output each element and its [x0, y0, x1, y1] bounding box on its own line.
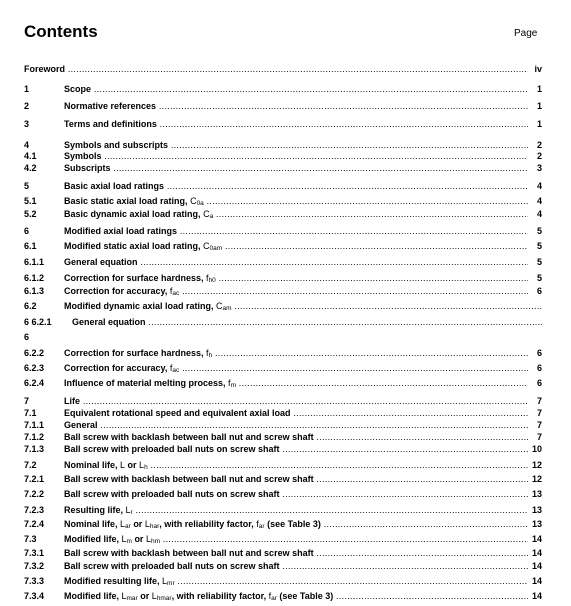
toc-entry[interactable] — [24, 590, 542, 602]
toc-entry-label: Correction for accuracy, fac ..... — [64, 362, 528, 377]
toc-entry-label: Correction for surface hardness, fh0 ..... — [64, 272, 528, 287]
toc-entry-number: 4 — [24, 140, 30, 150]
toc-entry-number: 6.1.3 — [24, 286, 45, 296]
toc-entry-page: 6 — [528, 347, 542, 359]
toc-entry[interactable] — [24, 225, 542, 237]
toc-entry-label: Nominal life, Lar or Lhar, with reliability factor, far (see Table 3) ..... — [64, 518, 528, 533]
toc-entry[interactable] — [24, 83, 542, 95]
toc-entry[interactable] — [24, 419, 542, 431]
toc-entry-label: Equivalent rotational speed and equivalent axial load ..... — [64, 407, 528, 419]
toc-entry[interactable] — [24, 362, 542, 374]
toc-entry-number: 6 6.2.1 — [24, 317, 52, 327]
toc-entry-page: 6 — [528, 377, 542, 389]
toc-entry-label: General equation ..... — [72, 316, 542, 328]
toc-entry-label: Basic axial load ratings ..... — [64, 180, 528, 192]
toc-entry-number: 6 — [24, 226, 30, 236]
toc-entry-label: Modified dynamic axial load rating, Cam ..... — [64, 300, 542, 315]
toc-entry-number: 7.2.1 — [24, 474, 45, 484]
toc-entry-number: 7.1.2 — [24, 432, 45, 442]
page-title: Contents — [24, 22, 98, 41]
toc-entry-page: 6 — [528, 362, 542, 374]
toc-entry[interactable] — [24, 560, 542, 572]
toc-entry-number: 5.2 — [24, 209, 37, 219]
toc-entry[interactable] — [24, 504, 542, 516]
toc-entry-page: 14 — [528, 575, 542, 587]
toc-entry-number: 6.2 — [24, 301, 37, 311]
toc-entry-number: 4.1 — [24, 151, 37, 161]
toc-entry[interactable] — [24, 431, 542, 443]
toc-entry-label: Correction for surface hardness, fh ..... — [64, 347, 528, 362]
toc-entry[interactable] — [24, 443, 542, 455]
toc-entry-label: Modified life, Lm or Lhm ..... — [64, 533, 528, 548]
toc-entry-number: 7.2.3 — [24, 505, 45, 515]
toc-entry-number: 7 — [24, 396, 30, 406]
toc-entry-label: Symbols ..... — [64, 150, 528, 162]
toc-entry-label: Ball screw with preloaded ball nuts on screw shaft ..... — [64, 488, 528, 500]
toc-entry[interactable] — [24, 300, 542, 312]
toc-entry-label: Ball screw with backlash between ball nut and screw shaft ..... — [64, 431, 528, 443]
toc-entry-label: Terms and definitions ..... — [64, 118, 528, 130]
toc-entry-number: 5 — [24, 181, 30, 191]
toc-entry[interactable] — [24, 195, 542, 207]
toc-entry-page: 14 — [528, 560, 542, 572]
toc-entry-page: iv — [528, 63, 542, 75]
toc-entry-number: 7.3.1 — [24, 548, 45, 558]
toc-entry-label: Basic static axial load rating, C0a ..... — [64, 195, 528, 210]
toc-entry-page: 12 — [528, 459, 542, 471]
toc-entry[interactable] — [24, 395, 542, 407]
toc-entry-label: Basic dynamic axial load rating, Ca ..... — [64, 208, 528, 223]
toc-entry-page: 5 — [528, 240, 542, 252]
toc-entry-label: Foreword ..... — [24, 63, 528, 75]
toc-entry-number: 6.2.3 — [24, 363, 45, 373]
toc-entry-page: 1 — [528, 100, 542, 112]
toc-entry[interactable] — [24, 100, 542, 112]
toc-entry[interactable] — [24, 488, 542, 500]
toc-entry[interactable] — [24, 459, 542, 471]
toc-entry-label: Influence of material melting process, fm ..... — [64, 377, 528, 392]
toc-entry[interactable] — [24, 377, 542, 389]
toc-entry-page: 13 — [528, 488, 542, 500]
toc-entry-number: 6.1.2 — [24, 273, 45, 283]
toc-entry[interactable] — [24, 208, 542, 220]
toc-entry-label: Normative references ..... — [64, 100, 528, 112]
toc-entry-label: Symbols and subscripts ..... — [64, 139, 528, 151]
toc-entry[interactable] — [24, 180, 542, 192]
toc-entry[interactable] — [24, 316, 542, 328]
toc-entry-number: 7.3.3 — [24, 576, 45, 586]
toc-entry-label: Scope ..... — [64, 83, 528, 95]
toc-entry-number: 2 — [24, 101, 30, 111]
toc-entry-number: 7.2.4 — [24, 519, 45, 529]
page-column-header: Page — [514, 28, 538, 39]
toc-entry-label: Correction for accuracy, fac ..... — [64, 285, 528, 300]
toc-entry-page: 5 — [528, 225, 542, 237]
toc-entry[interactable] — [24, 256, 542, 268]
toc-entry-page: 3 — [528, 162, 542, 174]
toc-entry-number: 6.1 — [24, 241, 37, 251]
toc-entry-page: 4 — [528, 195, 542, 207]
toc-entry-label: Subscripts ..... — [64, 162, 528, 174]
toc-entry-number: 4.2 — [24, 163, 37, 173]
toc-entry[interactable] — [24, 518, 542, 530]
toc-entry[interactable] — [24, 285, 542, 297]
toc-entry-label: General equation ..... — [64, 256, 528, 268]
toc-entry-label: Modified resulting life, Lmr ..... — [64, 575, 528, 590]
toc-entry-number: 6.2.4 — [24, 378, 45, 388]
toc-entry-label: Modified static axial load rating, C0am ..... — [64, 240, 528, 255]
toc-entry[interactable] — [24, 118, 542, 130]
toc-entry-number: 6.1.1 — [24, 257, 45, 267]
toc-entry-page: 2 — [528, 139, 542, 151]
toc-entry-number: 7.3.4 — [24, 591, 45, 601]
toc-entry-label: General ..... — [64, 419, 528, 431]
toc-entry-number: 7.1.1 — [24, 420, 45, 430]
toc-entry-page: 5 — [528, 256, 542, 268]
toc-entry-page: 13 — [528, 518, 542, 530]
toc-entry-label: Resulting life, Lr ..... — [64, 504, 528, 519]
toc-entry-label: Life ..... — [64, 395, 528, 407]
toc-entry[interactable] — [24, 347, 542, 359]
toc-entry[interactable] — [24, 63, 542, 75]
toc-entry[interactable] — [24, 533, 542, 545]
toc-entry-page: 7 — [528, 395, 542, 407]
toc-entry-label: Modified life, Lmar or Lhmar, with reliability factor, far (see Table 3) ..... — [64, 590, 528, 605]
toc-entry-page: 7 — [528, 431, 542, 443]
toc-entry-number: 7.2.2 — [24, 489, 45, 499]
toc-entry[interactable] — [24, 575, 542, 587]
toc-entry-page: 1 — [528, 83, 542, 95]
toc-entry-number: 7.2 — [24, 460, 37, 470]
toc-entry[interactable] — [24, 331, 542, 343]
toc-entry[interactable] — [24, 162, 542, 174]
toc-entry-label: Ball screw with backlash between ball nut and screw shaft ..... — [64, 473, 528, 485]
toc-entry-page: 2 — [528, 150, 542, 162]
toc-entry-page: 10 — [528, 443, 542, 455]
toc-entry-number: 5.1 — [24, 196, 37, 206]
toc-entry[interactable] — [24, 473, 542, 485]
toc-entry-number: 6.2.2 — [24, 348, 45, 358]
toc-entry-page: 4 — [528, 208, 542, 220]
toc-entry-number: 7.3.2 — [24, 561, 45, 571]
toc-entry-number: 7.1.3 — [24, 444, 45, 454]
toc-entry[interactable] — [24, 240, 542, 252]
toc-entry-page: 5 — [528, 272, 542, 284]
toc-entry-page: 7 — [528, 407, 542, 419]
toc-entry-page: 12 — [528, 473, 542, 485]
toc-entry-label: Modified axial load ratings ..... — [64, 225, 528, 237]
toc-entry-page: 14 — [528, 533, 542, 545]
toc-entry[interactable] — [24, 272, 542, 284]
toc-entry[interactable] — [24, 150, 542, 162]
toc-entry-page: 4 — [528, 180, 542, 192]
toc-entry-label: Ball screw with preloaded ball nuts on screw shaft ..... — [64, 443, 528, 455]
toc-entry-page: 6 — [528, 285, 542, 297]
toc-entry-page: 14 — [528, 547, 542, 559]
toc-entry-label: Ball screw with preloaded ball nuts on screw shaft ..... — [64, 560, 528, 572]
toc-entry[interactable] — [24, 407, 542, 419]
toc-entry-number: 1 — [24, 84, 30, 94]
toc-entry-label: Nominal life, L or Lh ..... — [64, 459, 528, 474]
toc-entry-number: 6 — [24, 332, 30, 342]
toc-entry[interactable] — [24, 547, 542, 559]
toc-entry-label: Ball screw with backlash between ball nut and screw shaft ..... — [64, 547, 528, 559]
toc-entry-number: 7.3 — [24, 534, 37, 544]
toc-entry-page: 14 — [528, 590, 542, 602]
toc-entry-page: 7 — [528, 419, 542, 431]
toc-entry-page: 13 — [528, 504, 542, 516]
toc-entry-page: 1 — [528, 118, 542, 130]
toc-entry-number: 7.1 — [24, 408, 37, 418]
toc-entry-number: 3 — [24, 119, 30, 129]
